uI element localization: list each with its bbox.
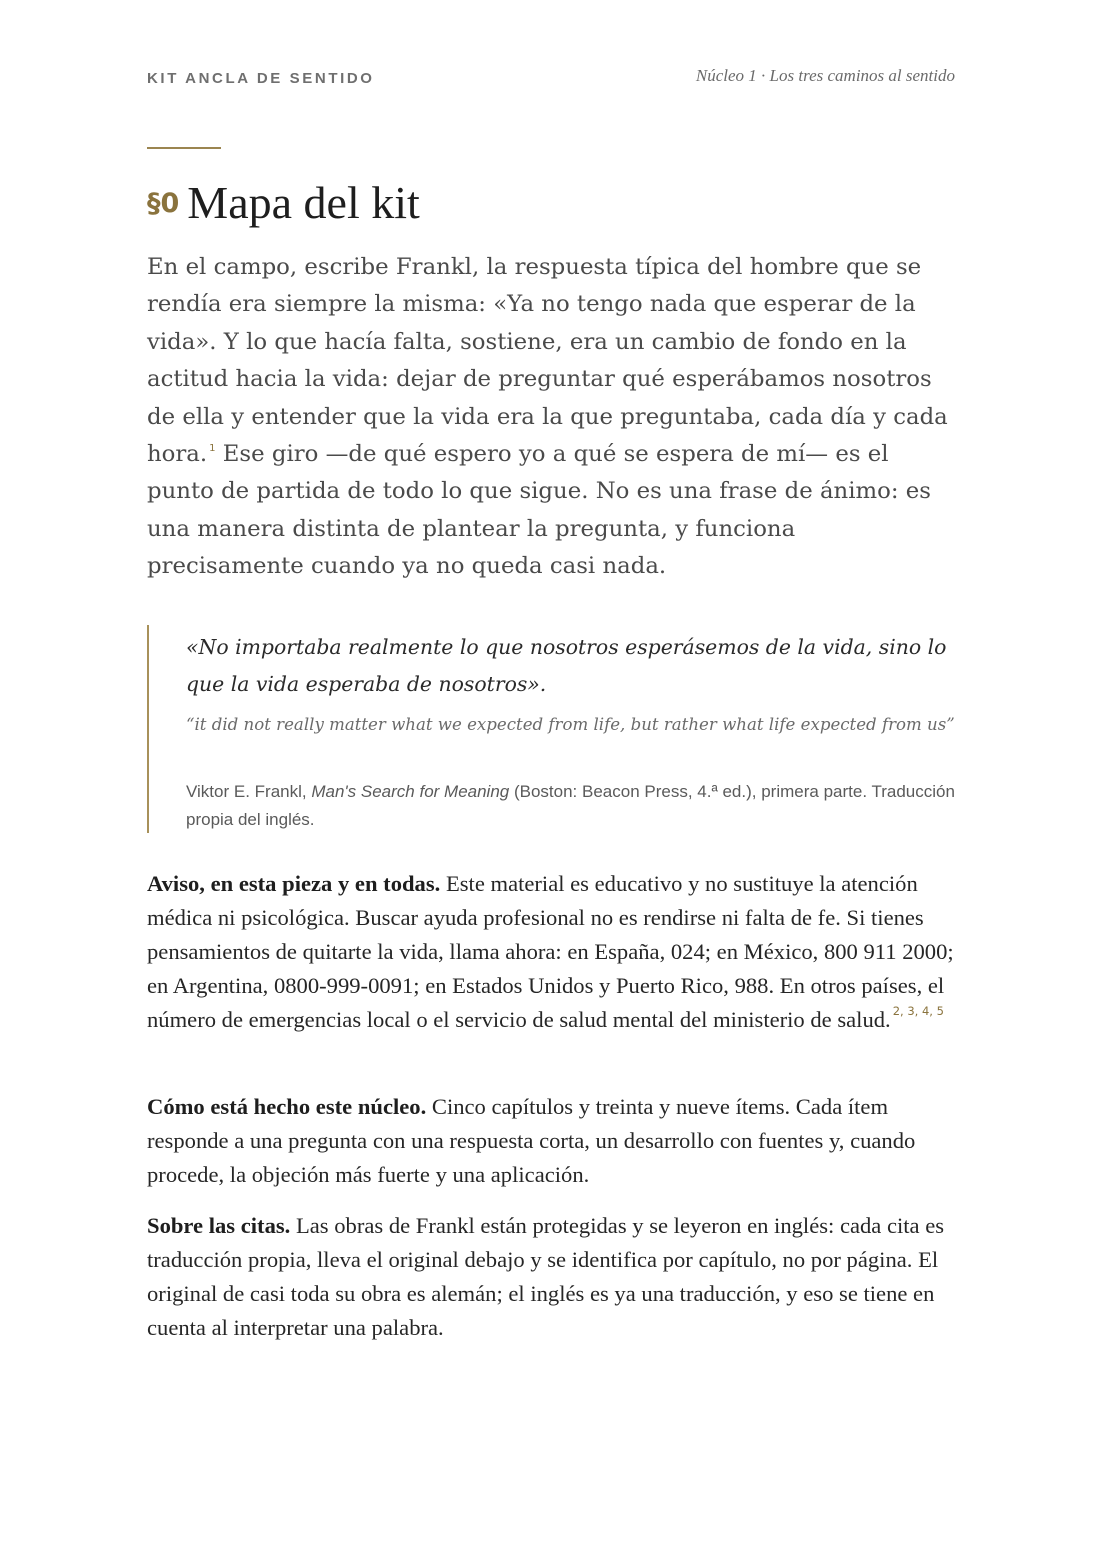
kit-name: KIT ANCLA DE SENTIDO (147, 70, 375, 87)
citations-paragraph (147, 1209, 955, 1345)
footnote-ref-1[interactable]: 1 (209, 443, 216, 455)
citations-body: Las obras de Frankl están protegidas y se leyeron en inglés: cada cita es traducción propia, lleva el original debajo y se identifica por capítulo, no por página. El original de casi toda su obra es alemán; el inglés es ya una traducción, y eso se tiene en cuenta al interpretar una palabra. (147, 1213, 945, 1340)
lead-paragraph (147, 249, 955, 586)
section-mark: §0 (147, 188, 180, 219)
quote-source-rest: (Boston: Beacon Press, 4.ª ed.), primera parte. Traducción propia del inglés. (186, 782, 955, 829)
lead-text-after-note: Ese giro —de qué espero yo a qué se espera de mí— es el punto de partida de todo lo que sigue. No es una frase de ánimo: es una manera distinta de plantear la pregunta, y funciona precisamente cuando ya no queda casi nada. (147, 441, 931, 580)
footnote-refs-2-5[interactable]: 2, 3, 4, 5 (892, 1004, 944, 1018)
page-header (147, 66, 955, 90)
disclaimer-lead: Aviso, en esta pieza y en todas. (147, 871, 441, 896)
quote-citation (186, 778, 956, 834)
quote-source-author: Viktor E. Frankl, (186, 782, 312, 801)
quote-english-original: “it did not really matter what we expected from life, but rather what life expected from us” (186, 715, 955, 734)
running-head: Núcleo 1 · Los tres caminos al sentido (695, 66, 955, 85)
structure-paragraph (147, 1090, 955, 1192)
section-heading (147, 176, 420, 229)
structure-body: Cinco capítulos y treinta y nueve ítems. Cada ítem responde a una pregunta con una respuesta corta, un desarrollo con fuentes y, cuando procede, la objeción más fuerte y una aplicación. (147, 1094, 916, 1187)
citations-lead: Sobre las citas. (147, 1213, 291, 1238)
section-divider (147, 147, 221, 149)
lead-text-before-note: En el campo, escribe Frankl, la respuesta típica del hombre que se rendía era siempre la misma: «Ya no tengo nada que esperar de la vida». Y lo que hacía falta, sostiene, era un cambio de fondo en la actitud hacia la vida: dejar de preguntar qué esperábamos nosotros de ella y entender que la vida era la que preguntaba, cada día y cada hora. (147, 254, 948, 468)
section-title: Mapa del kit (187, 177, 420, 228)
quote-spanish: «No importaba realmente lo que nosotros esperásemos de la vida, sino lo que la vida esperaba de nosotros». (186, 635, 947, 696)
quote-source-title: Man's Search for Meaning (311, 782, 510, 801)
structure-lead: Cómo está hecho este núcleo. (147, 1094, 427, 1119)
disclaimer-paragraph (147, 867, 955, 1037)
frankl-quote (147, 625, 955, 833)
disclaimer-body: Este material es educativo y no sustituye la atención médica ni psicológica. Buscar ayuda profesional no es rendirse ni falta de fe. Si tienes pensamientos de quitarte la vida, llama ahora: en España, 024; en México, 800 911 2000; en Argentina, 0800-999-0091; en Estados Unidos y Puerto Rico, 988. En otros países, el número de emergencias local o el servicio de salud mental del ministerio de salud. (147, 871, 954, 1032)
